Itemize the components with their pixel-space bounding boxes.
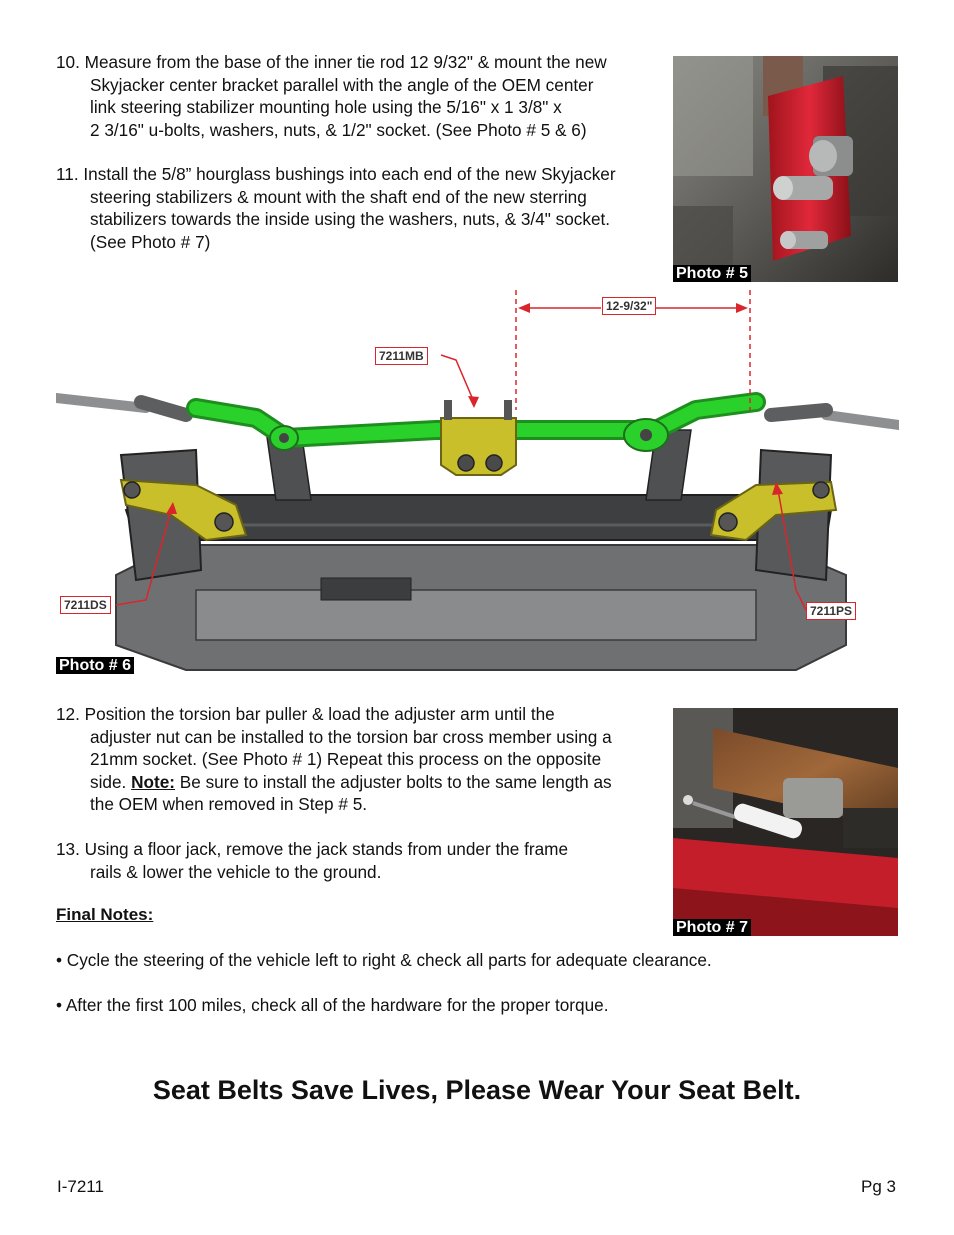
photo-7-image: [673, 708, 898, 936]
step-13: [56, 838, 568, 883]
note-label: Note:: [131, 771, 176, 792]
step-11-line-2: steering stabilizers & mount with the shaft end of the new sterring: [90, 186, 587, 207]
step-11-line-1: 11. Install the 5/8” hourglass bushings into each end of the new Skyjacker: [56, 164, 616, 184]
photo-7: [673, 708, 898, 936]
photo-5-image: [673, 56, 898, 282]
step-10-line-2: Skyjacker center bracket parallel with the angle of the OEM center: [90, 74, 594, 95]
page-number: Pg 3: [861, 1177, 896, 1196]
final-note-bullet-2: • After the first 100 miles, check all of the hardware for the proper torque.: [56, 995, 609, 1015]
step-12-line-3: 21mm socket. (See Photo # 1) Repeat this process on the opposite: [90, 749, 602, 769]
step-12-line-5: the OEM when removed in Step # 5.: [90, 794, 368, 814]
step-12-line-4: [56, 771, 612, 794]
step-11: [56, 163, 616, 253]
step-10-line-3: link steering stabilizer mounting hole using the 5/16" x 1 3/8" x: [90, 97, 562, 117]
step-13-line-2: rails & lower the vehicle to the ground.: [90, 861, 382, 882]
step-12-line-4-rest: Be sure to install the adjuster bolts to the same length as: [175, 771, 612, 792]
seat-belt-slogan: Seat Belts Save Lives, Please Wear Your Seat Belt.: [152, 1075, 802, 1105]
step-12-line-2: adjuster nut can be installed to the torsion bar cross member using a: [90, 726, 612, 747]
step-12-line-4-prefix: side.: [90, 771, 132, 792]
step-12-line-1: 12. Position the torsion bar puller & load the adjuster arm until the: [56, 704, 555, 724]
step-13-line-1: 13. Using a floor jack, remove the jack stands from under the frame: [56, 839, 569, 859]
step-10-line-4: 2 3/16" u-bolts, washers, nuts, & 1/2" socket. (See Photo # 5 & 6): [90, 119, 587, 140]
photo-6-label: Photo # 6: [56, 657, 134, 674]
photo-7-label: Photo # 7: [673, 919, 751, 936]
photo-6: [56, 290, 899, 678]
document-id: I-7211: [57, 1177, 104, 1196]
final-note-bullet-1: • Cycle the steering of the vehicle left to right & check all parts for adequate clearance.: [56, 950, 712, 970]
callout-7211mb: 7211MB: [375, 347, 428, 365]
step-11-line-4: (See Photo # 7): [90, 231, 211, 252]
photo-6-diagram: [56, 290, 899, 678]
step-12: [56, 703, 612, 816]
photo-5-label: Photo # 5: [673, 265, 751, 282]
photo-5: [673, 56, 898, 282]
step-10-line-1: 10. Measure from the base of the inner tie rod 12 9/32" & mount the new: [56, 52, 607, 72]
callout-7211ds: 7211DS: [60, 596, 111, 614]
step-11-line-3: stabilizers towards the inside using the washers, nuts, & 3/4" socket.: [90, 209, 611, 229]
final-notes-title: Final Notes:: [56, 905, 154, 924]
callout-7211ps: 7211PS: [806, 602, 856, 620]
step-10: [56, 51, 607, 141]
measurement-callout: 12-9/32": [602, 297, 656, 315]
